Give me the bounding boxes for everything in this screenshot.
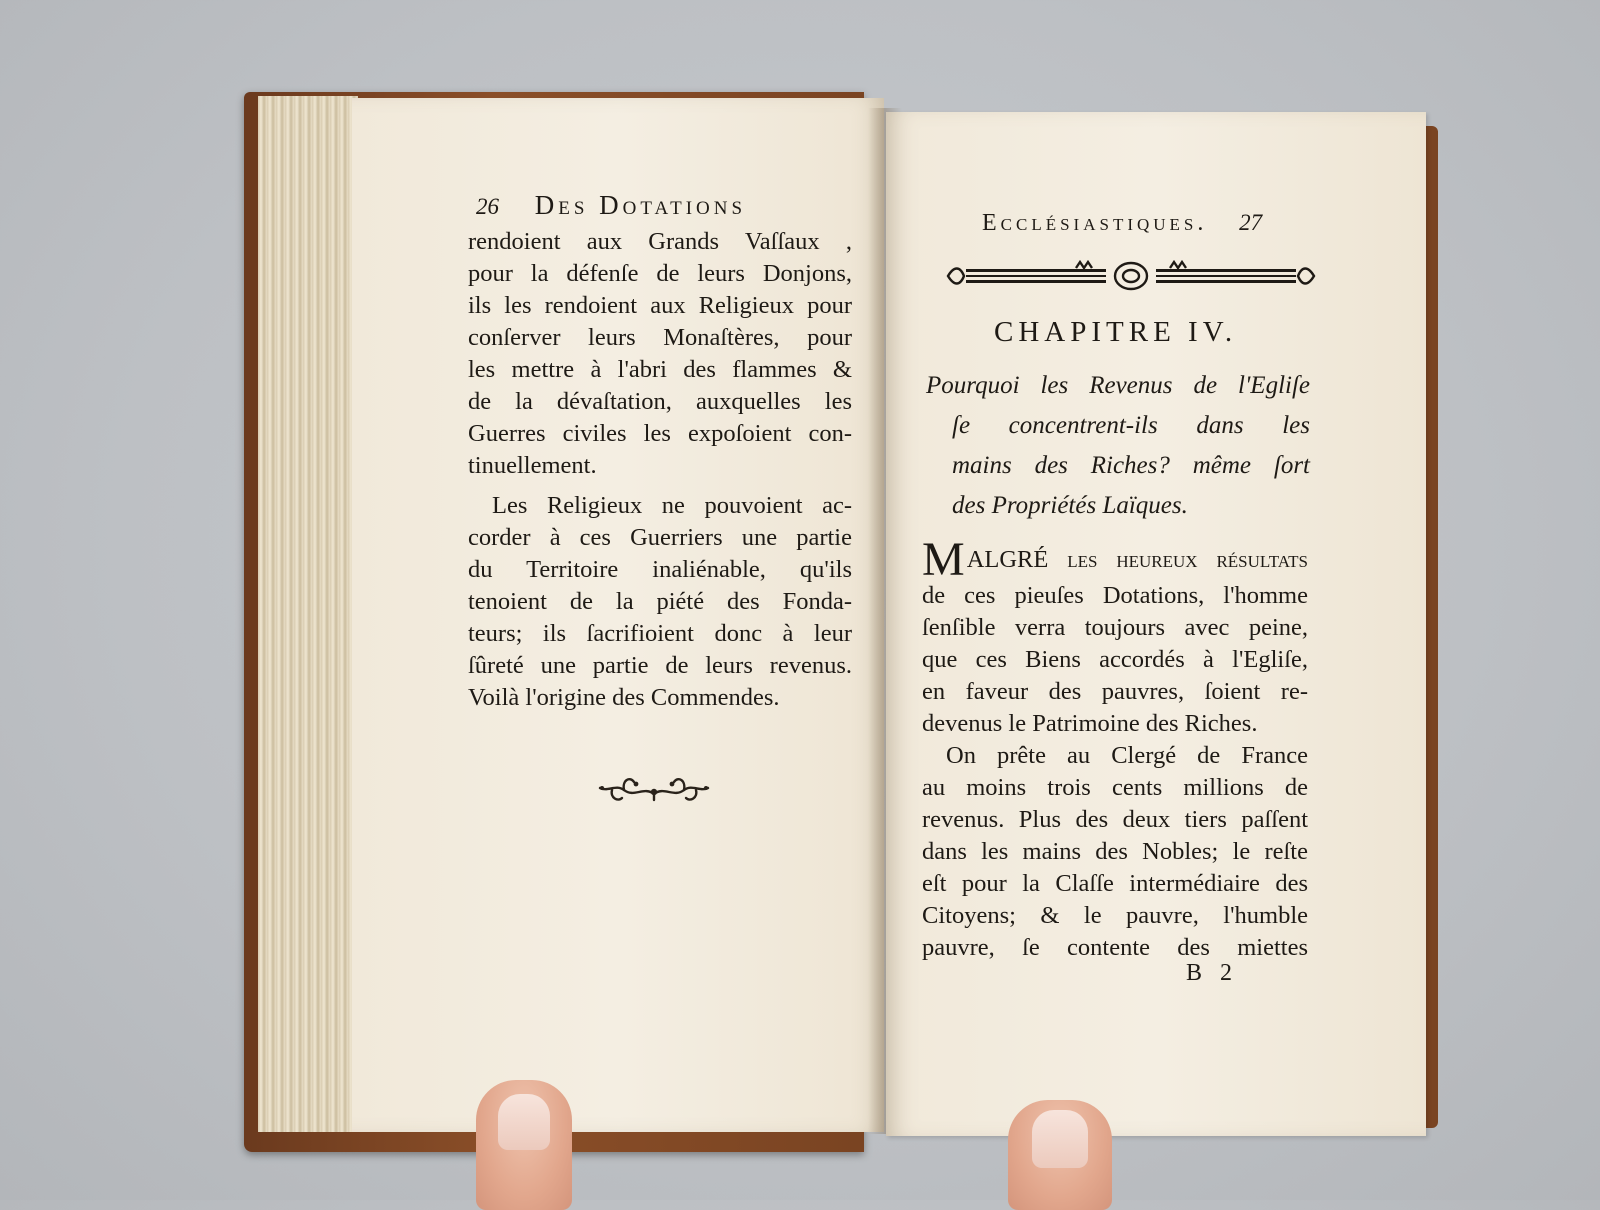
text-line: corder à ces Guerriers une partie (468, 524, 852, 551)
text-line: des Propriétés Laïques. (952, 492, 1188, 519)
left-running-head (476, 190, 746, 221)
text-line: ſe concentrent-ils dans les (952, 412, 1310, 439)
right-paragraph-2 (922, 740, 1308, 964)
text-line: ſûreté une partie de leurs revenus. (468, 652, 852, 679)
text-line: eſt pour la Claſſe intermédiaire des (922, 870, 1308, 897)
text-line: On prête au Clergé de France (946, 742, 1308, 769)
text-line: ALGRÉ les heureux réſultats (966, 546, 1308, 573)
dropcap-line (922, 533, 1308, 586)
right-headpiece-ornament (946, 258, 1316, 294)
text-line: que ces Biens accordés à l'Egliſe, (922, 646, 1308, 673)
text-line: ils les rendoient aux Religieux pour (468, 292, 852, 319)
right-page-number: 27 (1239, 210, 1263, 235)
text-line: dans les mains des Nobles; le reſte (922, 838, 1308, 865)
text-line: Pourquoi les Revenus de l'Egliſe (926, 372, 1310, 399)
text-line: du Territoire inaliénable, qu'ils (468, 556, 852, 583)
text-line: les mettre à l'abri des flammes & (468, 356, 852, 383)
text-line: ſenſible verra toujours avec peine, (922, 614, 1308, 641)
text-line: Citoyens; & le pauvre, l'humble (922, 902, 1308, 929)
right-page (886, 112, 1426, 1136)
left-thumb (476, 1080, 572, 1210)
text-line: Les Religieux ne pouvoient ac- (492, 492, 852, 519)
left-thumbnail (498, 1094, 550, 1150)
right-paragraph-1 (922, 533, 1308, 740)
text-line: devenus le Patrimoine des Riches. (922, 710, 1258, 737)
text-line: en faveur des pauvres, ſoient re- (922, 678, 1308, 705)
chapter-title: CHAPITRE IV. (994, 316, 1238, 348)
text-line: teurs; ils ſacrifioient donc à leur (468, 620, 852, 647)
right-thumbnail (1032, 1110, 1088, 1168)
left-tailpiece-ornament (594, 768, 714, 808)
text-line: revenus. Plus des deux tiers paſſent (922, 806, 1308, 833)
text-line: Guerres civiles les expoſoient con- (468, 420, 852, 447)
text-line: mains des Riches? même ſort (952, 452, 1310, 479)
left-running-title: Des Dotations (534, 190, 747, 220)
text-line: rendoient aux Grands Vaſſaux , (468, 228, 852, 255)
text-line: tenoient de la piété des Fonda- (468, 588, 852, 615)
chapter-subtitle (926, 366, 1310, 526)
right-thumb (1008, 1100, 1112, 1210)
right-running-head (982, 210, 1262, 237)
text-line: tinuellement. (468, 452, 597, 479)
right-running-title: Ecclésiastiques. (982, 210, 1208, 236)
text-line: Voilà l'origine des Commendes. (468, 684, 780, 711)
left-paragraph-1 (468, 226, 852, 482)
page-edges (258, 96, 358, 1132)
drop-cap-letter: M (922, 533, 965, 586)
left-page-number: 26 (476, 194, 499, 219)
right-paragraph-1-body (922, 580, 1308, 740)
text-line: au moins trois cents millions de (922, 774, 1308, 801)
text-line: de la dévaſtation, auxquelles les (468, 388, 852, 415)
text-line: de ces pieuſes Dotations, l'homme (922, 582, 1308, 609)
text-line: pauvre, ſe contente des miettes (922, 934, 1308, 961)
text-line: conſerver leurs Monaſtères, pour (468, 324, 852, 351)
left-page (352, 98, 884, 1132)
signature-mark: B 2 (1186, 960, 1239, 986)
left-paragraph-2 (468, 490, 852, 714)
book-cover-right-edge (1424, 126, 1438, 1128)
text-line: pour la défenſe de leurs Donjons, (468, 260, 852, 287)
